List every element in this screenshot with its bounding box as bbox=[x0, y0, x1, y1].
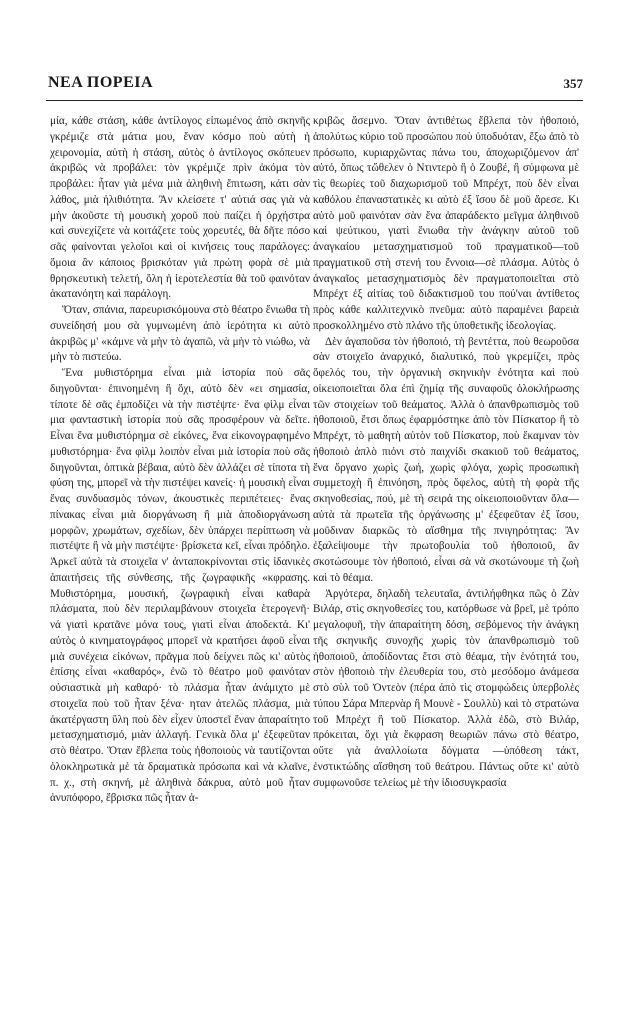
paragraph: Ἀργότερα, δηλαδὴ τελευταῖα, ἀντιλήφθηκα πῶς ὁ Ζὰν Βιλάρ, στὶς σκηνοθεσίες του, κατόρθωσε νὰ βρεῖ, μὲ τρόπο μεγαλοφυῆ, τὴν ἀπαραίτητη δόση, σεβόμενος τὴν ἀνάγκη τῆς σκηνικῆς συνοχῆς χωρὶς τὸν ἀπανθρωπισμὸ τοῦ ἠθοποιοῦ, ἀποδίδοντας ἔτσι στὸ θέαμα, τὴν ἑνότητά του, στὸν ἠθοποιὸ τὴν ἐλευθερία του, στὸ μεσόδομο ἀνάμεσα στὸ σὺλ τοῦ Ὀντεὸν (πέρα ἀπὸ τὶς στομφώδεις ὑπερβολὲς τύπου Σάρα Μπερνὰρ ἢ Μουνὲ - Σουλλὺ) καὶ τὸ στρατώνα τοῦ Μπρέχτ ἢ τοῦ Πίσκατορ. Ἀλλὰ ἐδῶ, στὸ Βιλάρ, πρόκειται, ὄχι γιὰ ἔκφραση θεωριῶν πάνω στὸ θέατρο, οὔτε γιὰ ἀναλλοίωτα δόγματα —ὑπόθεση τάκτ, ἐνστικτώδης αἴσθηση τοῦ θεάτρου. Πάντως οὔτε κι' αὐτὸ συμφωνοῦσε τελείως μὲ τὴν ἰδιοσυγκρασία bbox=[313, 587, 579, 789]
left-column bbox=[50, 114, 310, 807]
page-number: 357 bbox=[563, 76, 583, 91]
header-rule bbox=[46, 100, 583, 101]
paragraph: Δὲν ἀγαποῦσα τὸν ἠθοποιό, τὴ βεντέττα, ποὺ θεωροῦσα σὰν στοιχεῖο ἀναρχικό, διαλυτικό, ποὺ γκρεμίζει, πρὸς ὄφελός του, τὴν ὀργανικὴ σκηνικὴν ἑνότητα καὶ ποὺ οἰκειοποιεῖται ὅλα ἐπὶ ζημίᾳ τῆς συναφοῦς ὁλοκλήρωσης τῶν στοιχείων τοῦ θεάματος. Ἀλλὰ ὁ ἀπανθρωπισμὸς τοῦ ἠθοποιοῦ, ἔτσι ὅπως ἐφαρμόστηκε ἀπὸ τὸν Πίσκατορ ἢ τὸ Μπρέχτ, τὸ μαθητὴ αὐτὸν τοῦ Πίσκατορ, ποὺ ἔκαμναν τὸν ἠθοποιὸ ἁπλὸ πιόνι στὸ παιχνίδι σκακιοῦ τοῦ θεάματος, ἕνα ὄργανο χωρὶς ζωή, χωρὶς φλόγα, χωρὶς προσωπικὴ συμμετοχὴ ἢ ἐπινόηση, πρὸς ὄφελος, αὐτὴ τὴ φορὰ τῆς σκηνοθεσίας, πού, μὲ τὴ σειρά της οἰκειοποιοῦνταν ὅλα—αὐτὰ τὰ πρωτεῖα τῆς ὀργάνωσης μ' ἐξεφεῦταν ἐξ ἴσου, μοῦδιναν διαρκῶς τὸ αἴσθημα τῆς πνιγηρότητας: Ἂν ἐξαλείψουμε τὴν πρωτοβουλία τοῦ ἠθοποιοῦ, ἂν σκοτώσουμε τὸν ἠθοποιό, εἶναι σὰ νὰ σκοτώνουμε τὴ ζωὴ καὶ τὸ θέαμα. bbox=[313, 335, 579, 584]
paragraph: Ἕνα μυθιστόρημα εἶναι μιὰ ἱστορία ποὺ σᾶς διηγοῦνται· ἐπινοημένη ἢ ὄχι, αὐτὸ δὲν «ει σημασία, τίποτε δὲ σᾶς ἐμποδίζει νὰ τὴν πιστέψτε· ἕνα φὶλμ εἶναι μια φανταστικὴ ἱστορία ποὺ σᾶς προσφέρουν νὰ δεῖτε. Εἶναι ἕνα μυθιστόρημα σὲ εἰκόνες, ἕνα εἰκονογραφημένο μυθιστόρημα· ἕνα φὶλμ λοιπὸν εἶναι μιὰ ἱστορία ποὺ σᾶς διηγοῦνται, ὀπτικὰ βέβαια, αὐτὸ δὲν ἀλλάζει σὲ τίποτα τὴ φύση της, μπορεῖ νὰ τὴν πιστέψει κανείς· ἡ μουσικὴ εἶναι ἕνας συνδυασμὸς τόνων, ἀκουστικὲς περιπέτειες· ἕνας πίνακας εἶναι μιὰ διοργάνωση ἢ μιὰ ἀποδιοργάνωση μορφῶν, χρωμάτων, σχεδίων, δὲν ὑπάρχει περίπτωση νὰ πιστέψτε ἢ νὰ μὴν πιστέψτε· βρίσκετα κεῖ, εἶναι πρόδηλο. Ἀρκεῖ αὐτὰ τὰ στοιχεῖα ν' ἀνταποκρίνονται στὶς ἰδανικὲς ἀπαιτήσεις τῆς σύνθεσης, τῆς ζωγραφικῆς «κφρασης. Μυθιστόρημα, μουσική, ζωγραφικὴ εἶναι καθαρὰ πλάσματα, ποὺ δὲν περιλαμβάνουν στοιχεῖα ἑτερογενῆ· νά γιατὶ κρατᾶνε μόνα τους, γιατὶ εἶναι ἀποδεκτά. Κι' αὐτὸς ὁ κινηματογράφος μπορεῖ νὰ κρατήσει ἀφοῦ εἶναι μιὰ συνέχεια εἰκόνων, πρᾶγμα ποὺ δείχνει πῶς κι' αὐτὸς ἐπίσης εἶναι «καθαρός», ἐνῶ τὸ θέατρο μοῦ φαινόταν οὐσιαστικὰ μὴ καθαρό· τὸ πλάσμα ἦταν ἀνάμιχτο μὲ στοιχεῖα ποὺ τοῦ ἦταν ξένα· ηταν ἀτελῶς πλάσμα, μιὰ ἀκατέργαστη ὕλη ποὺ δὲν εἶχεν ὑποστεῖ ἕναν ἀπαραίτητο μετασχηματισμό, μιὰν ἀλλαγή. Γενικὰ ὅλα μ' ἐξεφεῦταν στὸ θέατρο. Ὅταν ἔβλεπα τοὺς ἠθοποιοὺς νὰ ταυτίζονται ὁλοκληρωτικὰ μὲ τὰ δραματικὰ πρόσωπα καὶ νὰ κλαῖνε, π. χ., στὴ σκηνή, μὲ ἀληθινὰ δάκρυα, αὐτὸ μοῦ ἦταν ἀνυπόφορο, ἔβρισκα πῶς ἦταν ἀ- bbox=[50, 367, 310, 805]
paragraph: Ὅταν, σπάνια, παρευρισκόμουνα στὸ θέατρο ἔνιωθα τὴ συνείδησή μου σὰ γυμνωμένη ἀπὸ ἱερότητα κι αὐτὸ ἀκριβῶς μ' «κάμνε νὰ μὴν τὸ ἀγαπῶ, νὰ μὴν τὸ νιώθω, νὰ μὴν τὸ πιστεύω. bbox=[50, 304, 310, 364]
journal-title: ΝΕΑ ΠΟΡΕΙΑ bbox=[48, 74, 154, 91]
paragraph: κριβῶς ἄσεμνο. Ὅταν ἀντιθέτως ἔβλεπα τὸν ἠθοποιό, ἀπολύτως κύριο τοῦ προσώπου ποὺ ὑποδυόταν, ἔξω ἀπὸ τὸ πρόσωπο, κυριαρχῶντας πάνω του, ἀποχωριζόμενον ἀπ' αὐτό, ὅπως τὤθελεν ὁ Ντιντερὸ ἢ ὁ Ζουβέ, ἢ σύμφωνα μὲ τὶς θεωρίες τοῦ διαχωρισμοῦ τοῦ Μπρέχτ, ποὺ δὲν εἶναι καθόλου ἐπαναστατικὲς κι αὐτὸ ἐξ ἴσου δὲ μοῦ ἄρεσε. Κι αὐτὸ μοῦ φαινόταν σὰν ἕνα ἀπαράδεκτο μεῖγμα ἀληθινοῦ καὶ ψεύτικου, γιατὶ ἔνιωθα τὴν ἀνάγκην αὐτοῦ τοῦ ἀναγκαίου μετασχηματισμοῦ τοῦ πραγματικοῦ—τοῦ πραγματικοῦ στὴ στενή του ἔννοια—σὲ πλάσμα. Αὐτὸς ὁ ἀναγκαῖος μετασχηματισμὸς δὲν πραγματοποιεῖται στὸ Μπρέχτ ἐξ αἰτίας τοῦ διδακτισμοῦ του πού'ναι ἀντίθετος πρὸς κάθε καλλιτεχνικὸ πνεῦμα: αὐτὸ παραμένει βαρειὰ προσκολλημένο στὸ πλάνο τῆς ὑποθετικῆς ἰδεολογίας. bbox=[313, 115, 579, 332]
right-column bbox=[313, 114, 579, 791]
paragraph: μία, κάθε στάση, κάθε ἀντίλογος εἰπωμένος ἀπὸ σκηνῆς γκρέμιζε στὰ μάτια μου, ἕναν κόσμο ποὺ αὐτὴ ἡ χειρονομία, αὐτὴ ἡ στάση, αὐτὸς ὁ ἀντίλογος σκόπευεν ἀκριβῶς νὰ προβάλει: τὸν γκρέμιζε πρὶν ἀκόμα τὸν προβάλει: ἦταν γιὰ μένα μιὰ ἀληθινὴ ἔπιτωση, κάτι σὰν λάθος, μιὰ ἠλιθιότητα. Ἂν κλείσετε τ' αὐτιά σας γιὰ νὰ μὴν ἀκοῦστε τὴ μουσικὴ χοροῦ ποὺ παίζει ἡ ὀρχήστρα καὶ συνεχίζετε νὰ κοιτάζετε τοὺς χορευτές, θὰ δῆτε πόσο σᾶς φαίνονται γελοῖοι καὶ οἱ κινήσεις τους παράλογες: ὅμοια ἂν κάποιος βρισκόταν γιὰ πρώτη φορὰ σὲ μιὰ θρησκευτικὴ τελετή, ὅλη ἡ ἱεροτελεστία θὰ τοῦ φαινόταν ἀκατανόητη καὶ παράλογη. bbox=[50, 115, 310, 301]
running-header bbox=[48, 74, 583, 94]
